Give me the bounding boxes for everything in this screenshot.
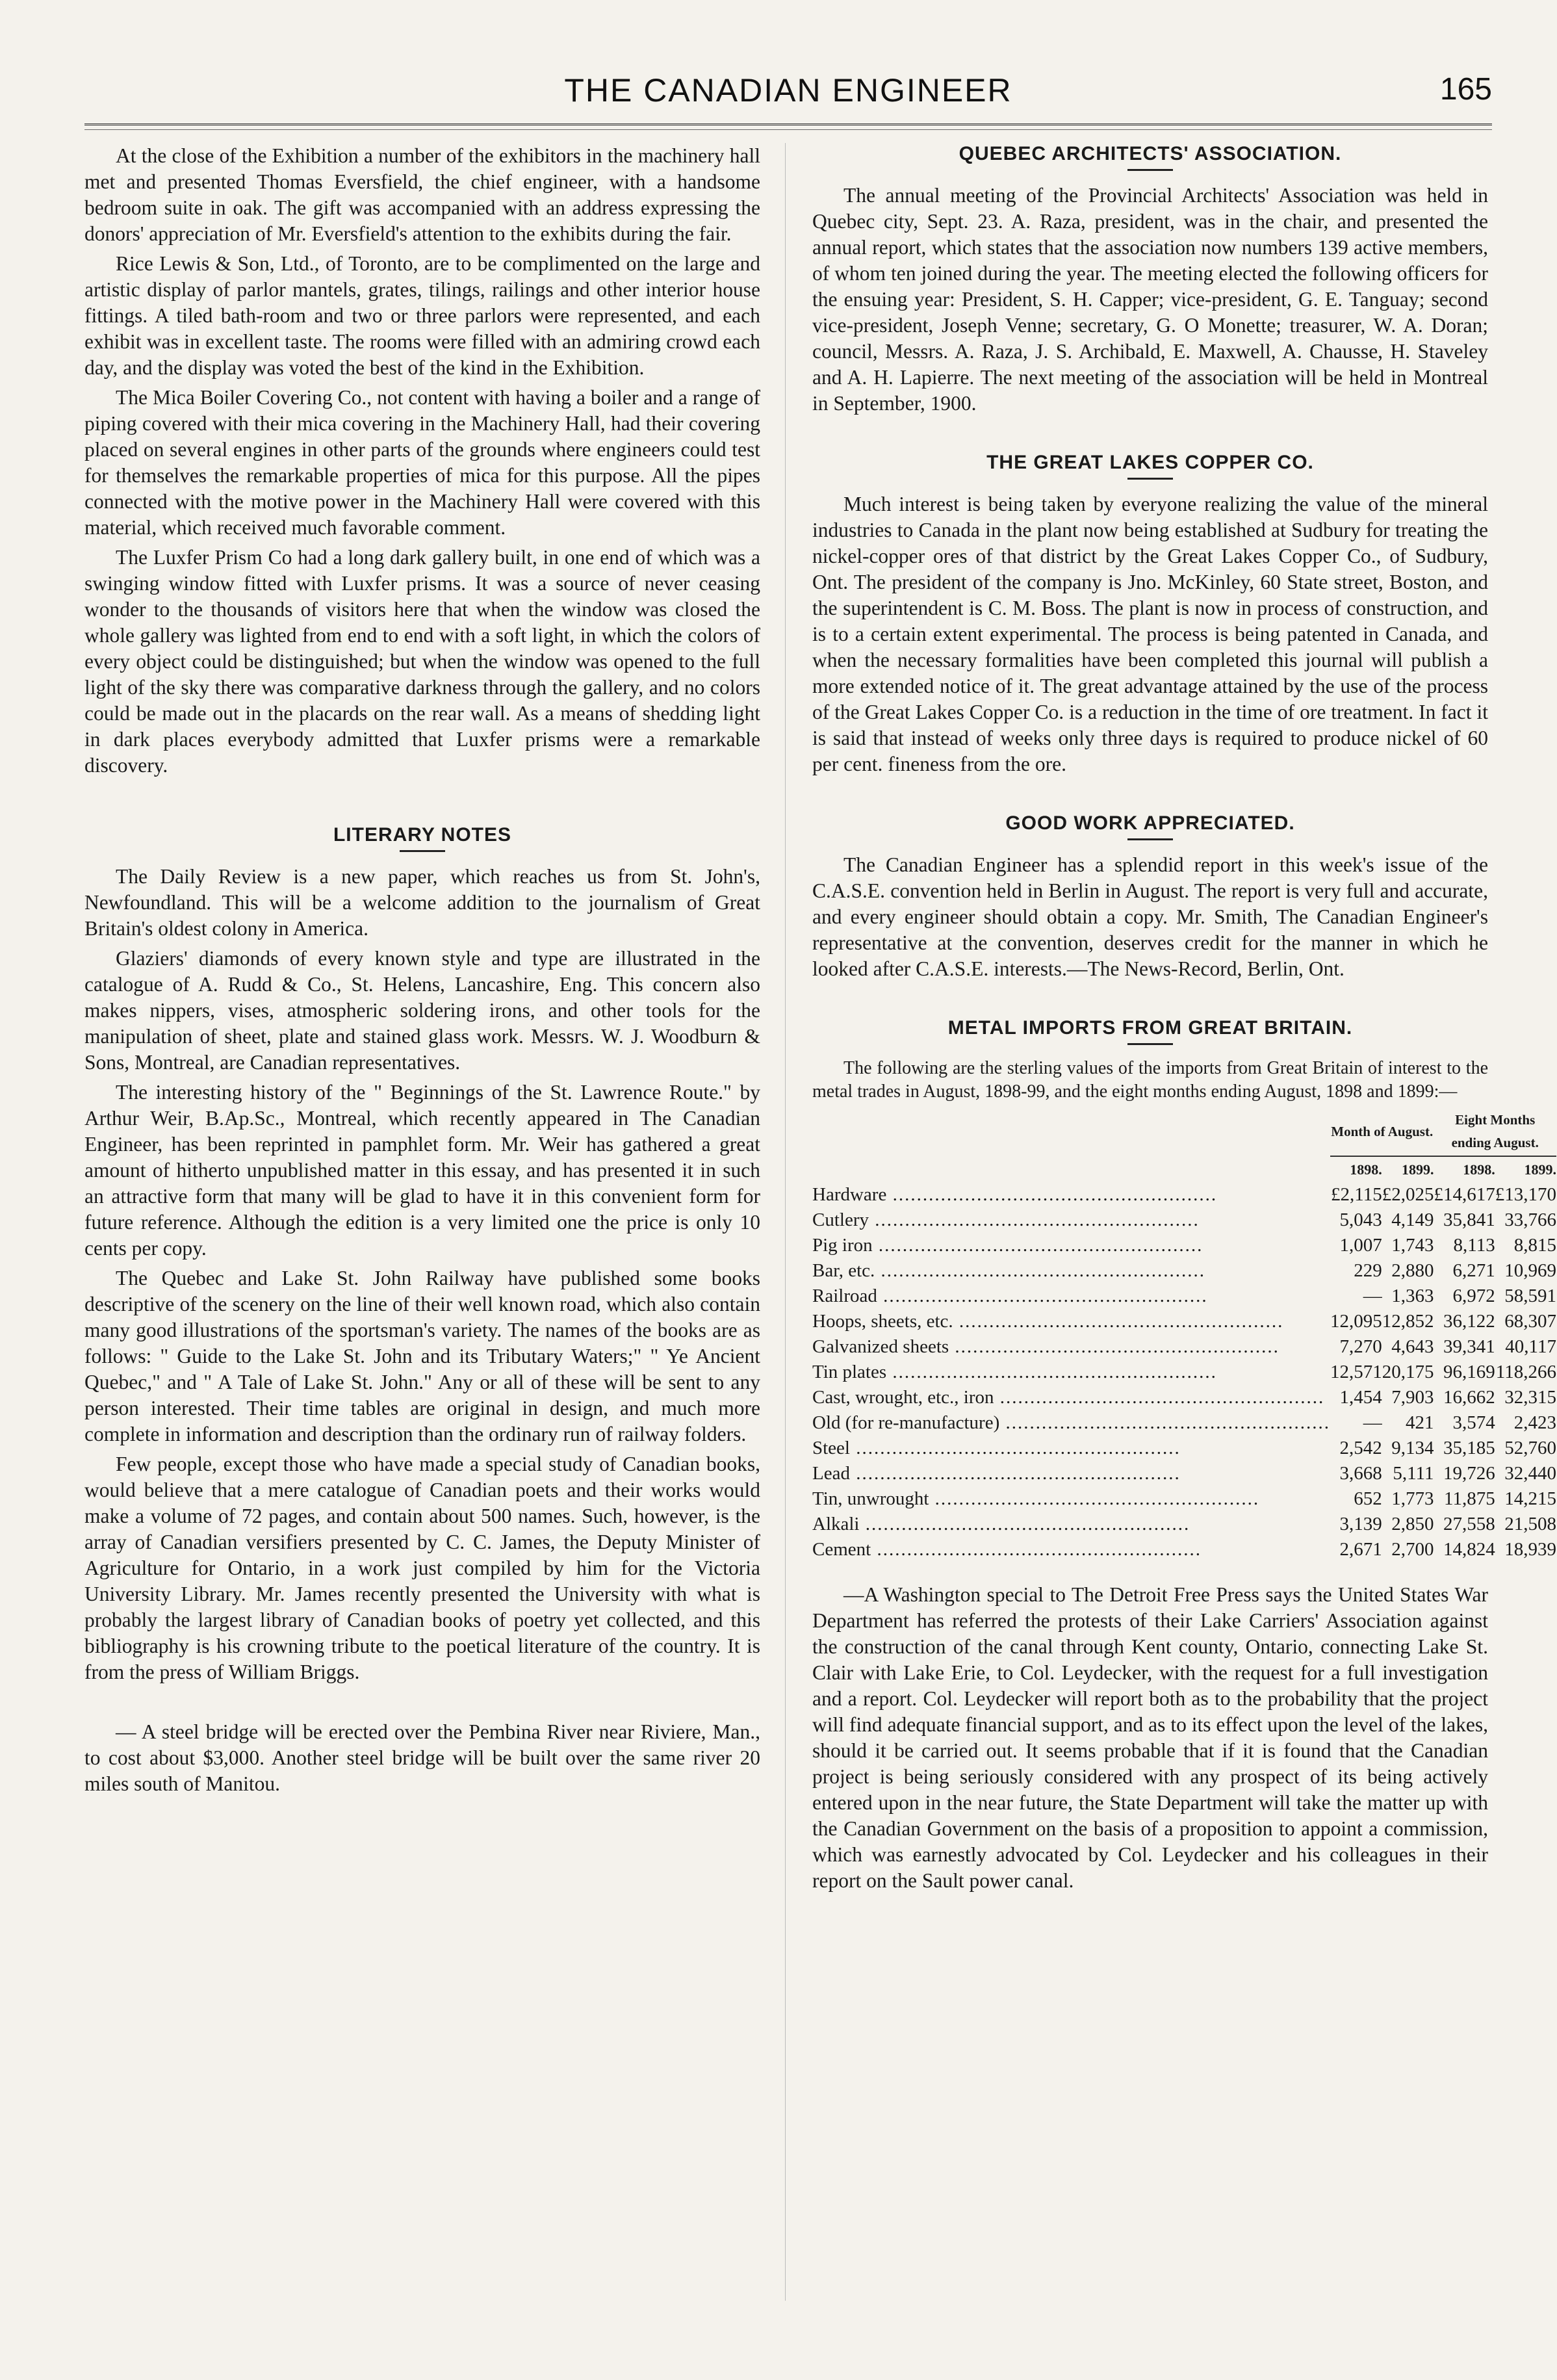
paragraph-canadian-poets: Few people, except those who have made a special study of Canadian books, would believe that a mere catalogue of Canadian poets and their works would make a volume of 72 pages, and contain about 500 names. Such, however, is the array of Canadian versifiers presented by C. C. James, the Deputy Minister of Agriculture for Ontario, in a work just compiled by him for the Victoria University Library. Mr. James recently presented the University with what is probably the largest library of Canadian books of poetry yet collected, and this bibliography is his crowning tribute to the poetical literature of the country. It is from the press of William Briggs. — [84, 1453, 760, 1683]
import-value-cell: 5,043 — [1339, 1209, 1382, 1230]
import-value-cell: 8,815 — [1513, 1235, 1556, 1256]
import-item-label — [812, 1461, 1330, 1486]
table-row — [812, 1233, 1556, 1258]
item-name: Lead ..... — [812, 1463, 1181, 1484]
table-row — [812, 1410, 1556, 1436]
section-rule — [1127, 1043, 1173, 1045]
table-row — [812, 1334, 1556, 1360]
section-title-great-lakes-copper: THE GREAT LAKES COPPER CO. — [986, 452, 1314, 473]
import-value-cell: 2,700 — [1391, 1539, 1434, 1560]
import-value-cell: 1,743 — [1391, 1235, 1434, 1256]
left-column — [84, 143, 760, 1801]
import-value-cell: £2,025 — [1382, 1184, 1434, 1205]
item-name: Cutlery ..... — [812, 1209, 1200, 1230]
import-value-cell: £2,115 — [1331, 1184, 1382, 1205]
import-value-cell: 39,341 — [1443, 1336, 1495, 1357]
section-rule — [1127, 169, 1173, 171]
item-name: Bar, etc. ..... — [812, 1260, 1205, 1281]
import-value-cell: 11,875 — [1444, 1488, 1495, 1509]
import-value-cell: — — [1363, 1412, 1382, 1433]
section-rule — [1127, 478, 1173, 480]
import-value-cell: 4,643 — [1391, 1336, 1434, 1357]
import-value-cell: 40,117 — [1505, 1336, 1556, 1357]
import-value-cell: 27,558 — [1443, 1514, 1495, 1534]
import-value-cell: 7,903 — [1391, 1387, 1434, 1408]
running-title: THE CANADIAN ENGINEER — [564, 72, 1012, 109]
paragraph-rice-lewis: Rice Lewis & Son, Ltd., of Toronto, are to be complimented on the large and artistic display of parlor mantels, grates, tilings, railings and other interior house fittings. A tiled bath-room and two or three parlors were represented, and each exhibit was in excellent taste. The rooms were filled with an admiring crowd each day, and the display was voted the best of the kind in the Exhibition. — [84, 252, 760, 379]
import-value-cell: 2,850 — [1391, 1514, 1434, 1534]
import-value-cell: 16,662 — [1443, 1387, 1495, 1408]
import-value-cell: 1,007 — [1339, 1235, 1382, 1256]
table-row — [812, 1208, 1556, 1233]
year-header: 1898. — [1330, 1156, 1382, 1182]
item-name: Hardware ..... — [812, 1184, 1217, 1205]
item-name: Alkali ..... — [812, 1514, 1190, 1534]
import-value-cell: 6,271 — [1452, 1260, 1495, 1281]
section-title-good-work: GOOD WORK APPRECIATED. — [1005, 812, 1295, 834]
table-row — [812, 1258, 1556, 1284]
import-value-cell: 1,363 — [1391, 1286, 1434, 1306]
table-year-header-row — [812, 1156, 1556, 1182]
import-value-cell: 1,773 — [1391, 1488, 1434, 1509]
import-value-cell: 2,542 — [1339, 1438, 1382, 1458]
import-value-cell: 12,571 — [1330, 1362, 1382, 1382]
paragraph-eversfield: At the close of the Exhibition a number of the exhibitors in the machinery hall met and presented Thomas Eversfield, the chief engineer, with a handsome bedroom suite in oak. The gift was accompanied with an address expressing the donors' appreciation of Mr. Eversfield's attention to the exhibits during the fair. — [84, 144, 760, 245]
import-item-label — [812, 1537, 1330, 1562]
header-rule — [84, 123, 1492, 130]
import-value-cell: 96,169 — [1443, 1362, 1495, 1382]
item-name: Railroad ..... — [812, 1286, 1208, 1306]
import-value-cell: 12,095 — [1330, 1311, 1382, 1332]
import-value-cell: 18,939 — [1504, 1539, 1556, 1560]
table-row — [812, 1360, 1556, 1385]
section-title-literary-notes: LITERARY NOTES — [333, 824, 512, 846]
import-value-cell: 7,270 — [1339, 1336, 1382, 1357]
table-row — [812, 1537, 1556, 1562]
table-row — [812, 1512, 1556, 1537]
item-name: Pig iron ..... — [812, 1235, 1203, 1256]
import-value-cell: 5,111 — [1393, 1463, 1434, 1484]
right-column — [812, 143, 1556, 1898]
paragraph-glaziers-diamonds: Glaziers' diamonds of every known style and type are illustrated in the catalogue of A. Rudd & Co., St. Helens, Lancashire, Eng. This concern also makes nippers, vises, atmospheric soldering irons, and other tools for the manipulation of sheet, plate and stained glass work. Messrs. W. J. Woodburn & Sons, Montreal, are Canadian representatives. — [84, 947, 760, 1074]
import-value-cell: — — [1363, 1286, 1382, 1306]
item-name: Old (for re-manufacture) ..... — [812, 1412, 1330, 1433]
header-eight-months: Eight Months ending August. — [1451, 1112, 1539, 1150]
item-name: Steel ..... — [812, 1438, 1181, 1458]
paragraph-good-work: The Canadian Engineer has a splendid report in this week's issue of the C.A.S.E. convention held in Berlin in August. The report is very full and accurate, and every engineer should obtain a copy. Mr. Smith, The Canadian Engineer's representative at the convention, deserves credit for the manner in which he looked after C.A.S.E. interests.—The News-Record, Berlin, Ont. — [812, 853, 1488, 980]
paragraph-washington-special: —A Washington special to The Detroit Free Press says the United States War Department has referred the protests of their Lake Carriers' Association against the construction of the canal through Kent county, Ontario, connecting Lake St. Clair with Lake Erie, to Col. Leydecker, with the request for a full investigation and a report. Col. Leydecker will report both as to the probability that the project will find adequate financial support, and as to its effect upon the level of the lakes, should it be carried out. It seems probable that if it is found that the Canadian project is being seriously considered with any prospect of its being actively entered upon in the near future, the State Department will take the matter up with the Canadian Government on the basis of a proposition to appoint a commission, which was earnestly advocated by Col. Leydecker and his colleagues in their report on the Sault power canal. — [812, 1583, 1488, 1892]
import-item-label — [812, 1182, 1330, 1208]
table-row — [812, 1486, 1556, 1512]
import-value-cell: 4,149 — [1391, 1209, 1434, 1230]
import-value-cell: 421 — [1405, 1412, 1434, 1433]
import-value-cell: 2,423 — [1513, 1412, 1556, 1433]
import-value-cell: 32,315 — [1504, 1387, 1556, 1408]
import-value-cell: 3,668 — [1339, 1463, 1382, 1484]
import-item-label — [812, 1208, 1330, 1233]
import-value-cell: £14,617 — [1434, 1184, 1495, 1205]
paragraph-quebec-architects: The annual meeting of the Provincial Architects' Association was held in Quebec city, Sept. 23. A. Raza, president, was in the chair, and presented the annual report, which states that the association now numbers 139 active members, of whom ten joined during the year. The meeting elected the following officers for the ensuing year: President, S. H. Capper; vice-president, G. E. Tanguay; second vice-president, Joseph Venne; secretary, G. O Monette; treasurer, W. A. Doran; council, Messrs. A. Raza, J. S. Archibald, E. Maxwell, A. Chausse, H. Staveley and A. H. Lapierre. The next meeting of the association will be held in Montreal in September, 1900. — [812, 184, 1488, 415]
import-item-label — [812, 1385, 1330, 1410]
import-item-label — [812, 1486, 1330, 1512]
import-item-label — [812, 1360, 1330, 1385]
import-value-cell: 12,852 — [1382, 1311, 1434, 1332]
item-name: Galvanized sheets ..... — [812, 1336, 1280, 1357]
header-month-of-august: Month of August. — [1331, 1123, 1434, 1139]
import-value-cell: 33,766 — [1504, 1209, 1556, 1230]
section-rule — [1127, 838, 1173, 840]
import-item-label — [812, 1436, 1330, 1461]
table-row — [812, 1461, 1556, 1486]
import-item-label — [812, 1334, 1330, 1360]
metal-imports-intro: The following are the sterling values of the imports from Great Britain of interest to the metal trades in August, 1898-99, and the eight months ending August, 1898 and 1899:— — [812, 1058, 1488, 1102]
table-row — [812, 1284, 1556, 1309]
section-title-quebec-architects: QUEBEC ARCHITECTS' ASSOCIATION. — [959, 143, 1342, 164]
import-value-cell: 68,307 — [1504, 1311, 1556, 1332]
page-number: 165 — [1439, 72, 1492, 107]
import-item-label — [812, 1258, 1330, 1284]
table-row — [812, 1436, 1556, 1461]
paragraph-quebec-railway-books: The Quebec and Lake St. John Railway have published some books descriptive of the scenery on the line of their well known road, which also contain many good illustrations of the sportsman's variety. The names of the books are as follows: " Guide to the Lake St. John and its Tributary Waters;" " Ye Ancient Quebec," and " A Tale of Lake St. John." Any or all of these will be sent to any person interested. Their time tables are original in design, and much more complete in information and description than the ordinary run of railway folders. — [84, 1267, 760, 1445]
import-value-cell: 36,122 — [1443, 1311, 1495, 1332]
import-value-cell: 3,139 — [1339, 1514, 1382, 1534]
import-value-cell: 2,671 — [1339, 1539, 1382, 1560]
import-item-label — [812, 1309, 1330, 1334]
metal-imports-table — [812, 1107, 1556, 1562]
import-value-cell: 14,215 — [1504, 1488, 1556, 1509]
import-value-cell: £13,170 — [1495, 1184, 1556, 1205]
import-item-label — [812, 1512, 1330, 1537]
import-value-cell: 652 — [1354, 1488, 1382, 1509]
item-name: Tin plates ..... — [812, 1362, 1217, 1382]
item-name: Tin, unwrought ..... — [812, 1488, 1259, 1509]
year-header: 1899. — [1382, 1156, 1434, 1182]
paragraph-st-lawrence-route: The interesting history of the " Beginnings of the St. Lawrence Route." by Arthur Weir, B.Ap.Sc., Montreal, which recently appeared in The Canadian Engineer, has been reprinted in pamphlet form. Mr. Weir has gathered a great amount of hitherto unpublished matter in this essay, and has presented it in such an attractive form that many will be glad to have it in this convenient form for future reference. Although the edition is a very limited one the price is only 10 cents per copy. — [84, 1081, 760, 1260]
import-value-cell: 9,134 — [1391, 1438, 1434, 1458]
metal-imports-rows — [812, 1182, 1556, 1562]
item-name: Hoops, sheets, etc. ..... — [812, 1311, 1283, 1332]
import-value-cell: 58,591 — [1504, 1286, 1556, 1306]
paragraph-great-lakes-copper: Much interest is being taken by everyone realizing the value of the mineral industries to Canada in the plant now being established at Sudbury for treating the nickel-copper ores of that district by the Great Lakes Copper Co., of Sudbury, Ont. The president of the company is Jno. McKinley, 60 State street, Boston, and the superintendent is C. M. Boss. The plant is now in process of construction, and is to a certain extent experimental. The process is being patented in Canada, and when the necessary formalities have been completed this journal will publish a more extended notice of it. The great advantage attained by the use of the process of the Great Lakes Copper Co. is a reduction in the time of ore treatment. In fact it is said that instead of weeks only three days is required to produce nickel of 60 per cent. fineness from the ore. — [812, 493, 1488, 775]
import-value-cell: 14,824 — [1443, 1539, 1495, 1560]
import-value-cell: 1,454 — [1339, 1387, 1382, 1408]
import-value-cell: 52,760 — [1504, 1438, 1556, 1458]
import-value-cell: 32,440 — [1504, 1463, 1556, 1484]
import-value-cell: 229 — [1354, 1260, 1382, 1281]
import-value-cell: 3,574 — [1452, 1412, 1495, 1433]
import-item-label — [812, 1284, 1330, 1309]
import-item-label — [812, 1233, 1330, 1258]
table-row — [812, 1385, 1556, 1410]
paragraph-mica-boiler: The Mica Boiler Covering Co., not content with having a boiler and a range of piping covered with their mica covering in the Machinery Hall, had their covering placed on several engines in other parts of the grounds where engineers could test for themselves the remarkable properties of mica for this purpose. All the pipes connected with the motive power in the Machinery Hall were covered with this material, which received much favorable comment. — [84, 386, 760, 539]
year-header: 1899. — [1495, 1156, 1556, 1182]
import-value-cell: 2,880 — [1391, 1260, 1434, 1281]
import-value-cell: 35,185 — [1443, 1438, 1495, 1458]
item-name: Cement ..... — [812, 1539, 1202, 1560]
paragraph-daily-review: The Daily Review is a new paper, which reaches us from St. John's, Newfoundland. This will be a welcome addition to the journalism of Great Britain's oldest colony in America. — [84, 865, 760, 940]
table-row — [812, 1182, 1556, 1208]
import-value-cell: 8,113 — [1453, 1235, 1495, 1256]
paragraph-luxfer-prism: The Luxfer Prism Co had a long dark gallery built, in one end of which was a swinging window fitted with Luxfer prisms. It was a source of never ceasing wonder to the thousands of visitors here that when the window was closed the whole gallery was lighted from end to end with a soft light, in which the colors of every object could be distinguished; but when the window was opened to the full light of the sky there was comparative darkness through the gallery, and no colors could be made out in the placards on the rear wall. As a means of shedding light in dark places everybody admitted that Luxfer prisms were a remarkable discovery. — [84, 546, 760, 777]
item-name: Cast, wrought, etc., iron ..... — [812, 1387, 1324, 1408]
table-group-header-row — [812, 1107, 1556, 1156]
paragraph-pembina-bridge: — A steel bridge will be erected over the Pembina River near Riviere, Man., to cost about $3,000. Another steel bridge will be built over the same river 20 miles south of Manitou. — [84, 1720, 760, 1795]
page-header — [84, 71, 1492, 110]
import-value-cell: 20,175 — [1382, 1362, 1434, 1382]
section-title-metal-imports: METAL IMPORTS FROM GREAT BRITAIN. — [947, 1017, 1353, 1039]
import-value-cell: 19,726 — [1443, 1463, 1495, 1484]
import-value-cell: 21,508 — [1504, 1514, 1556, 1534]
import-value-cell: 118,266 — [1495, 1362, 1556, 1382]
import-item-label — [812, 1410, 1330, 1436]
table-row — [812, 1309, 1556, 1334]
import-value-cell: 35,841 — [1443, 1209, 1495, 1230]
column-divider — [785, 143, 786, 2301]
import-value-cell: 6,972 — [1452, 1286, 1495, 1306]
import-value-cell: 10,969 — [1504, 1260, 1556, 1281]
year-header: 1898. — [1434, 1156, 1495, 1182]
section-rule — [400, 850, 445, 852]
